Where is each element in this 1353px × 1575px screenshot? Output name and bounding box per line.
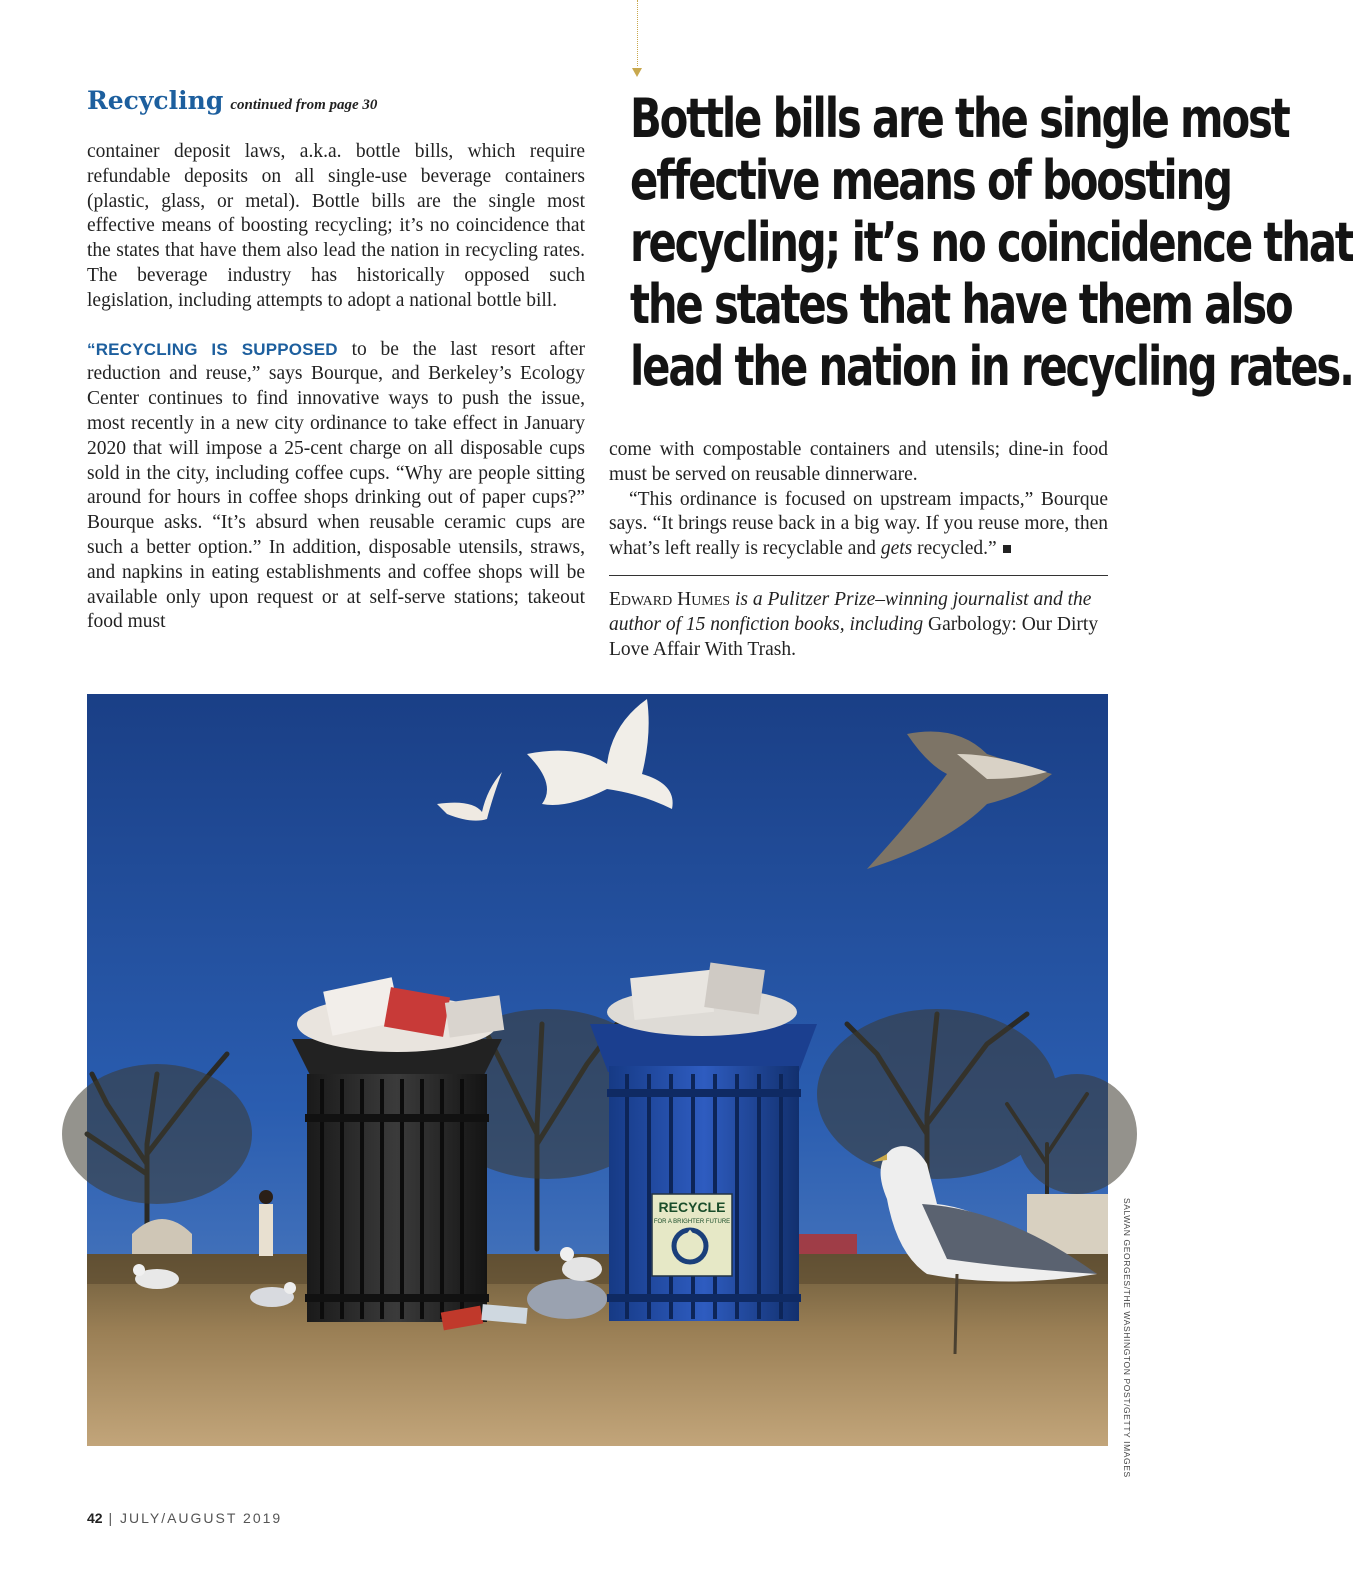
photo-credit — [1122, 1198, 1148, 1478]
page-footer — [87, 1510, 282, 1526]
pull-quote-line: recycling; it’s no coincidence that — [630, 211, 1353, 274]
footer-separator: | — [108, 1510, 115, 1526]
pull-quote — [630, 87, 1353, 398]
paragraph — [87, 338, 585, 636]
issue-date: JULY/AUGUST 2019 — [120, 1510, 283, 1526]
author-name: Edward Humes — [609, 589, 731, 610]
down-arrow-icon — [632, 68, 642, 77]
section-title: Recycling — [87, 86, 224, 115]
bio-rule — [609, 575, 1108, 576]
sign-title: RECYCLE — [658, 1199, 726, 1215]
paragraph — [609, 488, 1108, 562]
recycle-sign — [652, 1194, 732, 1276]
paragraph-text: recycled.” — [912, 538, 997, 560]
pull-quote-line: effective means of boosting — [630, 149, 1231, 212]
pull-quote-line: Bottle bills are the single most — [630, 87, 1289, 150]
lead-in: “RECYCLING IS SUPPOSED — [87, 339, 338, 359]
paragraph-text: to be the last resort after reduction and reuse,” says Bourque, and Berkeley’s Ecology Center continues to find innovative ways to push the issue, most recently in a new city ordinance to take effect in January 2020 that will impose a 25-cent charge on all disposable cups sold in the city, including coffee cups. “Why are people sitting around for hours in coffee shops drinking out of paper cups?” Bourque asks. “It’s absurd when reusable ceramic cups are such a better option.” In addition, disposable utensils, straws, and napkins in eating establishments and coffee shops will be available only upon request or at self-serve stations; takeout food must — [87, 338, 586, 633]
emphasis: gets — [880, 538, 913, 560]
pull-quote-line: the states that have them also — [630, 273, 1292, 336]
page-number: 42 — [87, 1510, 103, 1526]
paragraph: come with compostable containers and utensils; dine-in food must be served on reusable dinnerware. — [609, 439, 1108, 485]
sign-subtitle: FOR A BRIGHTER FUTURE — [653, 1219, 731, 1225]
person-figure — [259, 1190, 273, 1256]
divider-dotted-line — [637, 0, 638, 66]
book-title: Garbology: Our Dirty Love Affair With Trash. — [609, 613, 1099, 660]
section-kicker — [87, 86, 377, 115]
pull-quote-line: lead the nation in recycling rates. — [630, 335, 1353, 398]
paragraph-text: “This ordinance is focused on upstream impacts,” Bourque says. “It brings reuse back in a big way. If you reuse more, then what’s left really is recyclable and — [609, 488, 1108, 560]
body-column-left — [87, 140, 585, 635]
paragraph: container deposit laws, a.k.a. bottle bills, which require refundable deposits on all single-use beverage containers (plastic, glass, or metal). Bottle bills are the single most effective means of boosting recycling; it’s no coincidence that the states that have them also lead the nation in recycling rates. The beverage industry has historically opposed such legislation, including attempts to adopt a national bottle bill. — [87, 141, 585, 311]
red-vehicle — [797, 1234, 857, 1256]
photo-credit-text: SALWAN GEORGES/THE WASHINGTON POST/GETTY IMAGES — [1122, 1198, 1132, 1478]
continued-note: continued from page 30 — [230, 97, 378, 113]
photo-trash-bins-seagulls — [87, 694, 1108, 1446]
black-trash-bin — [292, 1039, 502, 1322]
author-bio — [609, 588, 1108, 662]
end-mark-icon — [1003, 545, 1011, 553]
body-column-right — [609, 438, 1108, 562]
bio-text: is a Pulitzer Prize–winning journalist and the author of 15 nonfiction books, including — [609, 589, 1092, 635]
